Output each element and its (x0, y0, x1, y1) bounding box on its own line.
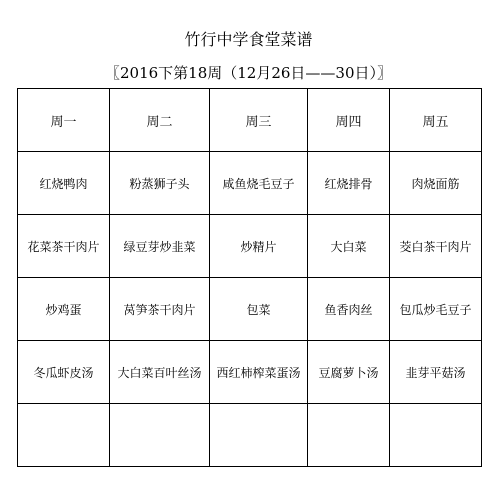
dish-cell: 绿豆芽炒韭菜 (110, 215, 210, 278)
dish-cell: 粉蒸狮子头 (110, 152, 210, 215)
dish-cell: 茭白茶干肉片 (390, 215, 482, 278)
menu-title: 竹行中学食堂菜谱 (184, 30, 313, 49)
week-subtitle: 〖2016下第18周（12月26日——30日）〗 (104, 64, 393, 82)
empty-cell (110, 404, 210, 467)
dish-cell: 炒精片 (210, 215, 308, 278)
dish-cell: 包菜 (210, 278, 308, 341)
soup-cell: 豆腐萝卜汤 (308, 341, 390, 404)
dish-cell: 鱼香肉丝 (308, 278, 390, 341)
dish-cell: 咸鱼烧毛豆子 (210, 152, 308, 215)
soup-cell: 韭芽平菇汤 (390, 341, 482, 404)
empty-cell (18, 404, 110, 467)
day-header-thu: 周四 (308, 89, 390, 152)
soup-cell: 西红柿榨菜蛋汤 (210, 341, 308, 404)
day-header-fri: 周五 (390, 89, 482, 152)
empty-cell (210, 404, 308, 467)
table-row-empty (18, 404, 482, 467)
soup-cell: 冬瓜虾皮汤 (18, 341, 110, 404)
dish-cell: 肉烧面筋 (390, 152, 482, 215)
soup-cell: 大白菜百叶丝汤 (110, 341, 210, 404)
empty-cell (390, 404, 482, 467)
dish-cell: 炒鸡蛋 (18, 278, 110, 341)
dish-cell: 包瓜炒毛豆子 (390, 278, 482, 341)
day-header-mon: 周一 (18, 89, 110, 152)
dish-cell: 红烧排骨 (308, 152, 390, 215)
day-header-tue: 周二 (110, 89, 210, 152)
table-row (18, 341, 482, 404)
dish-cell: 花菜茶干肉片 (18, 215, 110, 278)
dish-cell: 莴笋茶干肉片 (110, 278, 210, 341)
table-row (18, 152, 482, 215)
day-header-wed: 周三 (210, 89, 308, 152)
menu-table (17, 88, 482, 467)
header-row (18, 89, 482, 152)
table-row (18, 278, 482, 341)
table-row (18, 215, 482, 278)
dish-cell: 大白菜 (308, 215, 390, 278)
empty-cell (308, 404, 390, 467)
dish-cell: 红烧鸭肉 (18, 152, 110, 215)
